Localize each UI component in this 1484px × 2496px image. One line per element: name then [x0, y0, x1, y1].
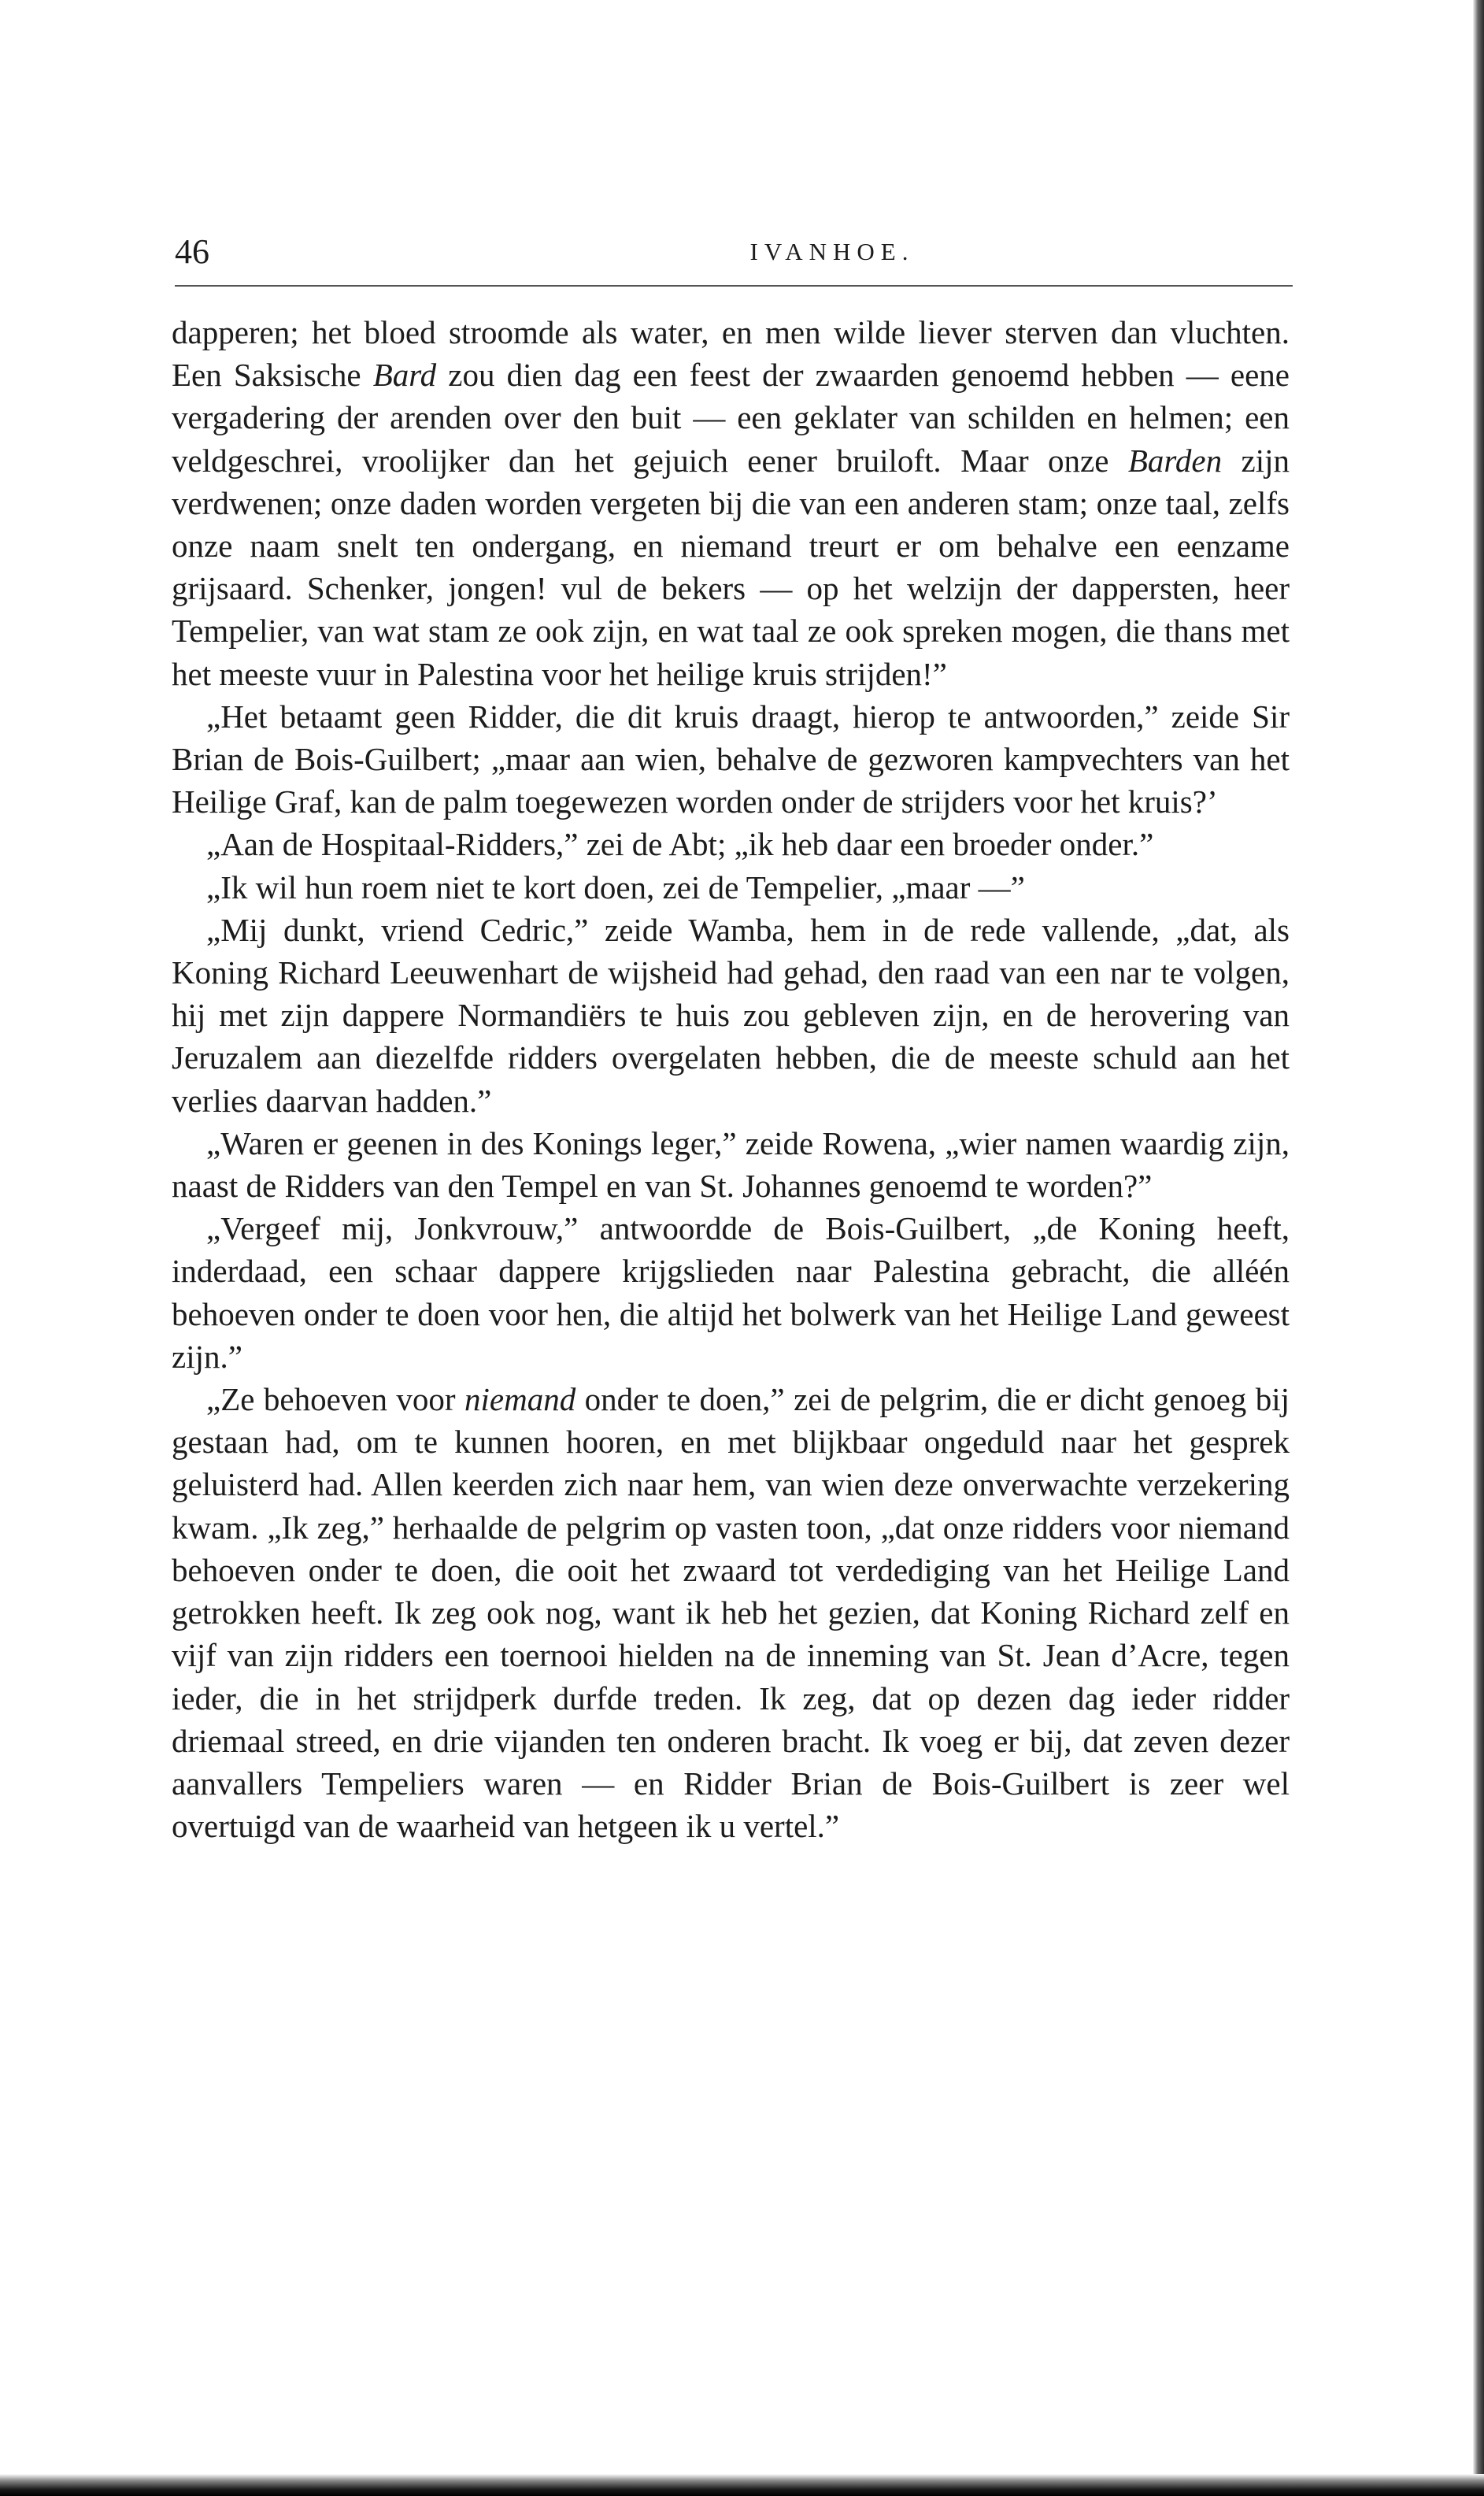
- italic-term: niemand: [464, 1381, 576, 1418]
- paragraph: [172, 311, 1290, 695]
- running-title: IVANHOE.: [749, 238, 915, 265]
- paragraph-text: „Ik wil hun roem niet te kort doen, zei de Tempelier, „maar —”: [206, 868, 1025, 905]
- paragraph: [172, 1122, 1290, 1207]
- running-header: [175, 228, 1293, 276]
- paragraph-text: „Mij dunkt, vriend Cedric,” zeide Wamba, hem in de rede vallende, „dat, als Koning Richard Leeuwenhart de wijsheid had gehad, den raad van een nar te volgen, hij met zijn dappere Normandiërs te huis zou gebleven zijn, en de herovering van Jeruzalem aan diezelfde ridders overgelaten hebben, die de meeste schuld aan het verlies daarvan hadden.”: [172, 911, 1290, 1119]
- paragraph: [172, 1378, 1290, 1847]
- paragraph-text: „Ze behoeven voor: [206, 1381, 465, 1418]
- paragraph: [172, 695, 1290, 824]
- paragraph: [172, 909, 1290, 1122]
- paragraph-text: „Vergeef mij, Jonkvrouw,” antwoordde de Bois-Guilbert, „de Koning heeft, inderdaad, een schaar dappere krijgslieden naar Palestina gebracht, die alléén behoeven onder te doen voor hen, die altijd het bolwerk van het Heilige Land geweest zijn.”: [172, 1210, 1290, 1375]
- page-number: 46: [175, 232, 209, 271]
- header-rule: [175, 285, 1293, 287]
- paragraph-text: zijn verdwenen; onze daden worden vergeten bij die van een anderen stam; onze taal, zelfs onze naam snelt ten ondergang, en niemand treurt er om behalve een eenzame grijsaard. Schenker, jongen! vul de bekers — op het welzijn der dappersten, heer Tempelier, van wat stam ze ook zijn, en wat taal ze ook spreken mogen, die thans met het meeste vuur in Palestina voor het heilige kruis strijden!”: [172, 442, 1290, 692]
- paragraph-text: „Aan de Hospitaal-Ridders,” zei de Abt; „ik heb daar een broeder onder.”: [206, 826, 1154, 863]
- paragraph-text: dapperen; het bloed stroomde als water, en men wilde liever sterven dan vluchten. Een Saksische: [172, 314, 1290, 394]
- italic-term: Bard: [372, 357, 437, 394]
- paragraph-text: zou dien dag een feest der zwaarden genoemd hebben — eene vergadering der arenden over den buit — een geklater van schilden en helmen; een veldgeschrei, vroolijker dan het gejuich eener bruiloft. Maar onze: [172, 357, 1290, 479]
- page-edge-shadow: [1473, 0, 1484, 2496]
- paragraph-text: „Het betaamt geen Ridder, die dit kruis draagt, hierop te antwoorden,” zeide Sir Brian de Bois-Guilbert; „maar aan wien, behalve de gezworen kampvechters van het Heilige Graf, kan de palm toegewezen worden onder de strijders voor het kruis?’: [172, 698, 1290, 820]
- page-bottom-edge: [0, 2474, 1484, 2496]
- paragraph: [172, 823, 1290, 865]
- paragraph: [172, 1207, 1290, 1378]
- paragraph-text: „Waren er geenen in des Konings leger,” zeide Rowena, „wier namen waardig zijn, naast de Ridders van den Tempel en van St. Johannes genoemd te worden?”: [172, 1124, 1290, 1205]
- paragraph-text: onder te doen,” zei de pelgrim, die er dicht genoeg bij gestaan had, om te kunnen hooren, en met blijkbaar ongeduld naar het gesprek geluisterd had. Allen keerden zich naar hem, van wien deze onverwachte verzekering kwam. „Ik zeg,” herhaalde de pelgrim op vasten toon, „dat onze ridders voor niemand behoeven onder te doen, die ooit het zwaard tot verdediging van het Heilige Land getrokken heeft. Ik zeg ook nog, want ik heb het gezien, dat Koning Richard zelf en vijf van zijn ridders een toernooi hielden na de inneming van St. Jean d’Acre, tegen ieder, die in het strijdperk durfde treden. Ik zeg, dat op dezen dag ieder ridder driemaal streed, en drie vijanden ten onderen bracht. Ik voeg er bij, dat zeven dezer aanvallers Tempeliers waren — en Ridder Brian de Bois-Guilbert is zeer wel overtuigd van de waarheid van hetgeen ik u vertel.”: [172, 1381, 1290, 1845]
- body-text: [172, 311, 1290, 1847]
- italic-term: Barden: [1127, 442, 1223, 479]
- paragraph: [172, 866, 1290, 909]
